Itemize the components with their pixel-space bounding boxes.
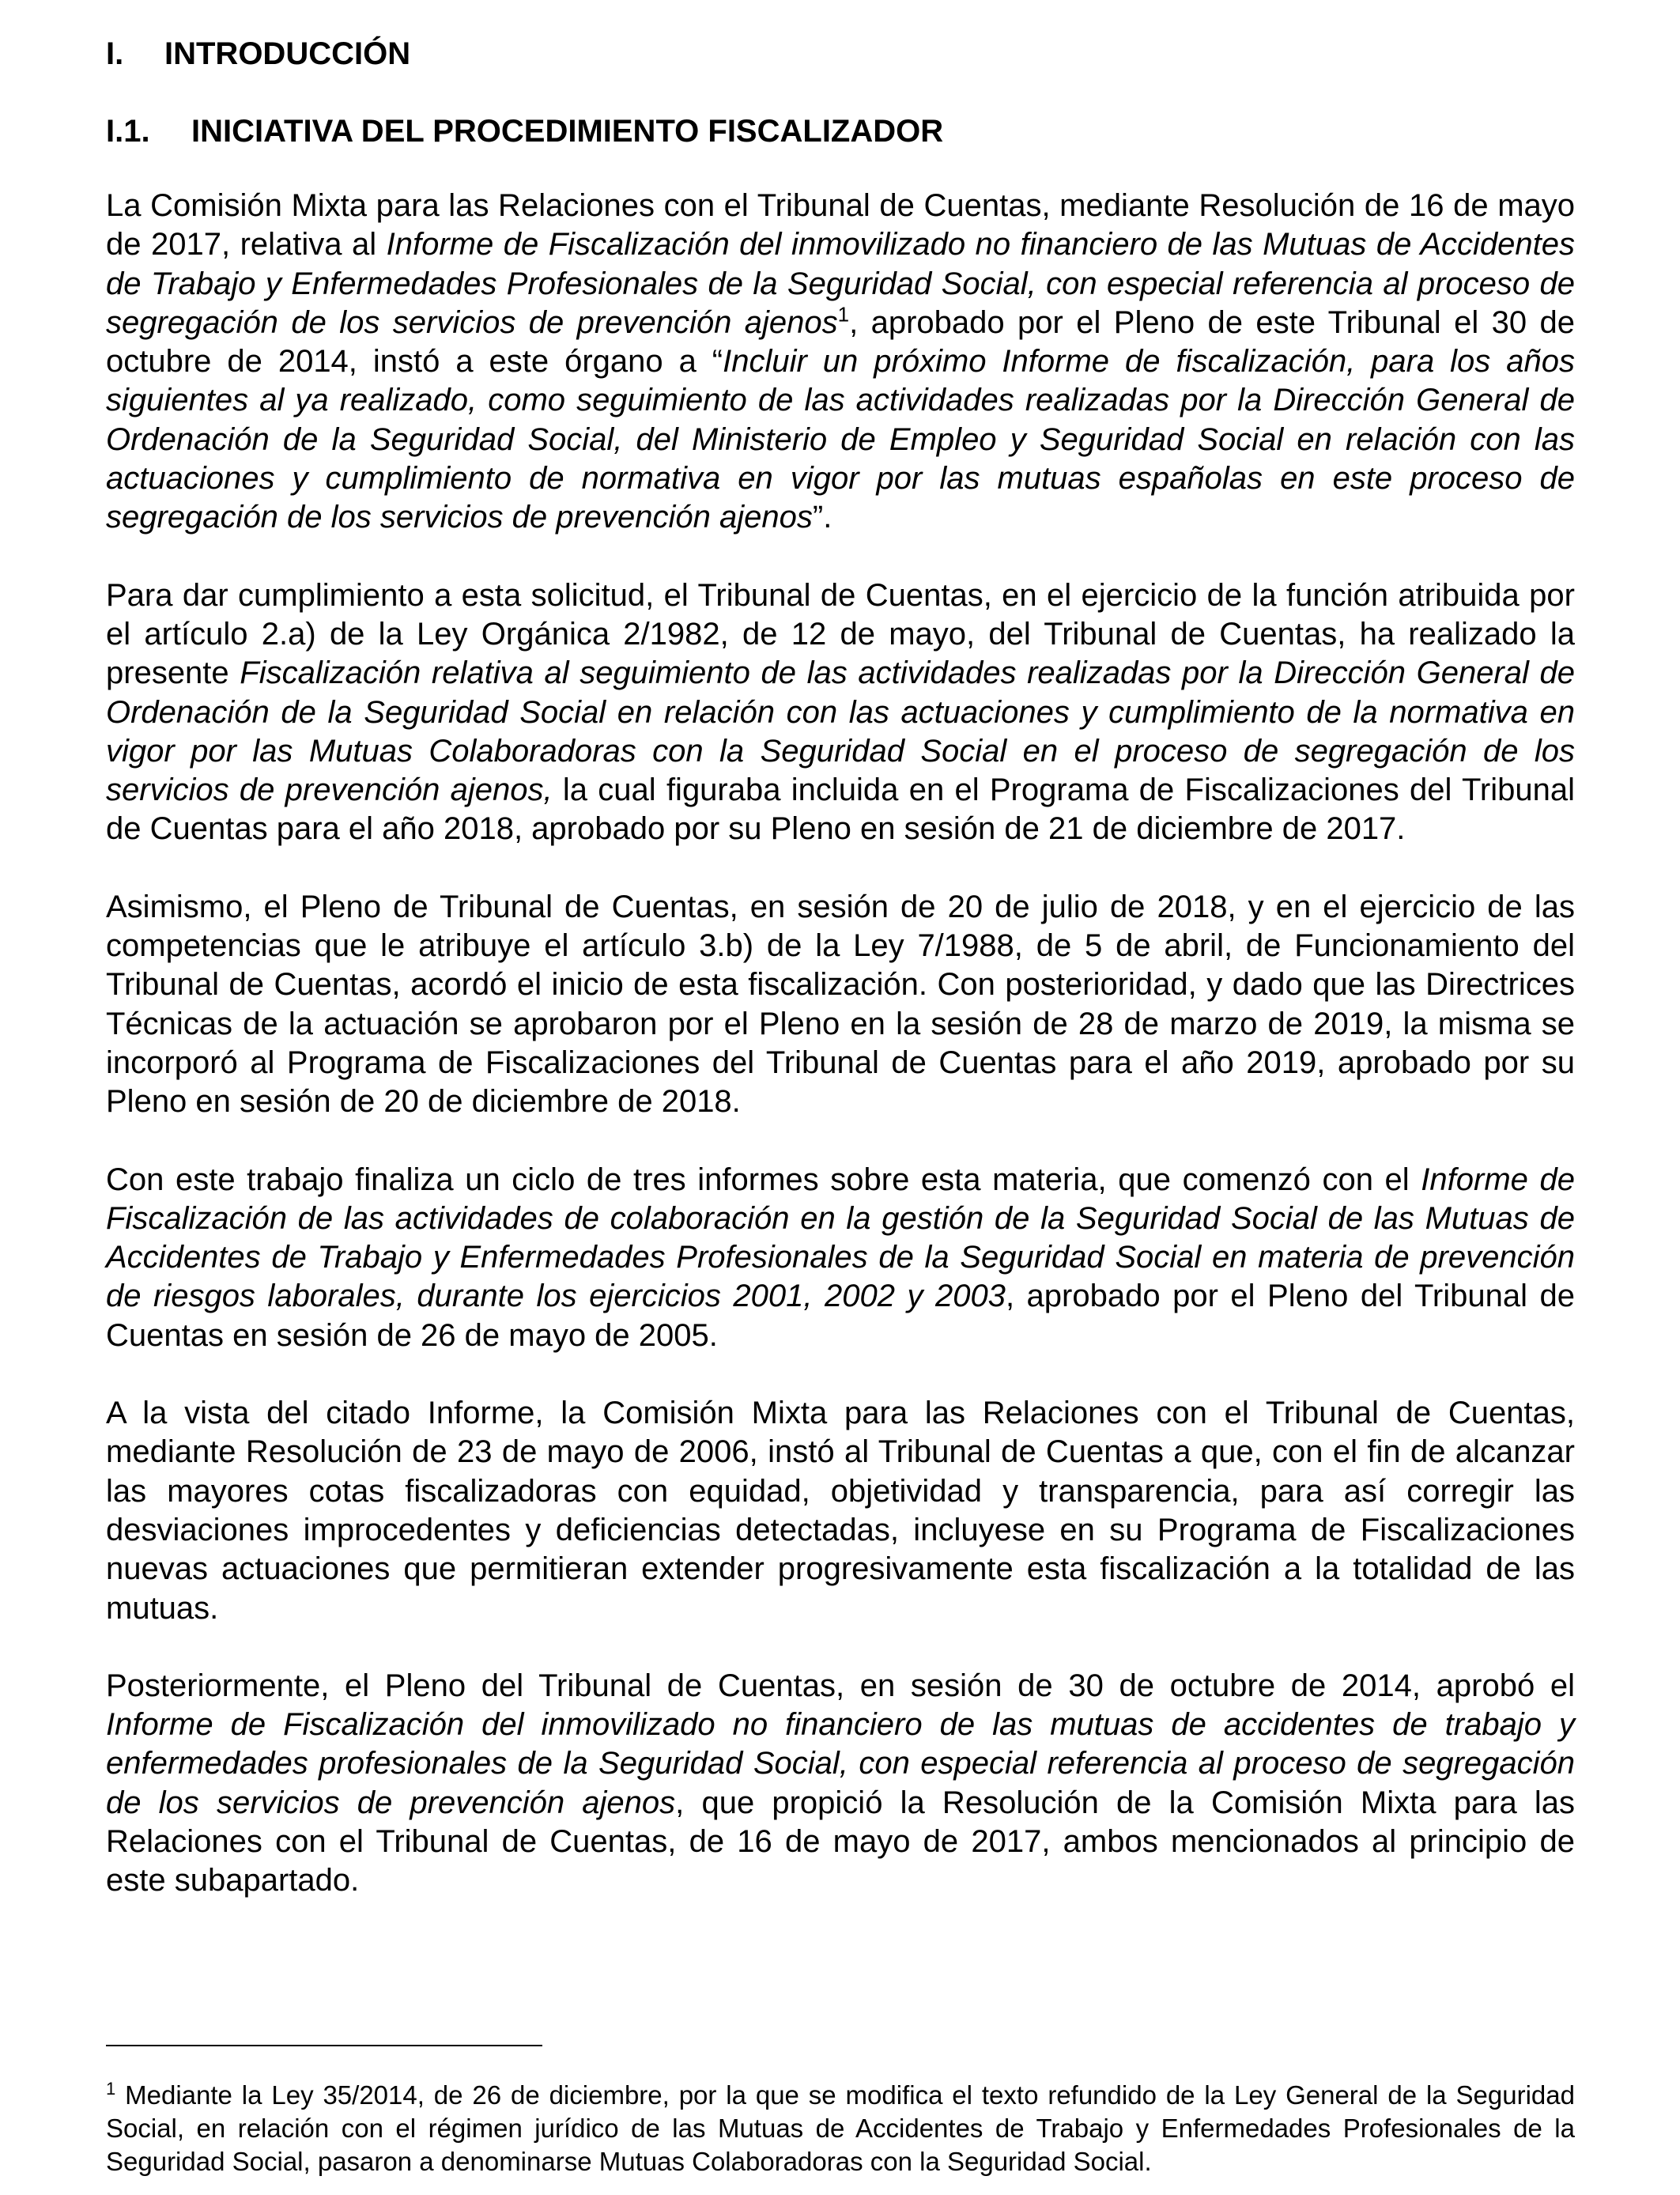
text-run: Posteriormente, el Pleno del Tribunal de Cuentas, en sesión de 30 de octubre de 2014, aprobó el [106, 1668, 1575, 1703]
footnote-reference[interactable]: 1 [837, 302, 850, 327]
italic-run: Informe de Fiscalización de las actividades de colaboración en la gestión de la Seguridad Social de las Mutuas de Accidentes de Trabajo y Enfermedades Profesionales de la Seguridad Social en materia de prevención de riesgos laborales, durante los ejercicios 2001, 2002 y 2003 [106, 1162, 1575, 1314]
italic-quote: Incluir un próximo Informe de fiscalización, para los años siguientes al ya realizado, como seguimiento de las actividades realizadas por la Dirección General de Ordenación de la Seguridad Social, del Ministerio de Empleo y Seguridad Social en relación con las actuaciones y cumplimiento de normativa en vigor por las mutuas españolas en este proceso de segregación de los servicios de prevención ajenos [106, 344, 1575, 535]
footnote-text: Mediante la Ley 35/2014, de 26 de diciembre, por la que se modifica el texto refundido de la Ley General de la Seguridad Social, en relación con el régimen jurídico de las Mutuas de Accidentes de Trabajo y Enfermedades Profesionales de la Seguridad Social, pasaron a denominarse Mutuas Colaboradoras con la Seguridad Social. [106, 2080, 1575, 2176]
paragraph-1 [106, 187, 1575, 538]
section-heading [106, 32, 1575, 76]
paragraph-3: Asimismo, el Pleno de Tribunal de Cuentas, en sesión de 20 de julio de 2018, y en el ejercicio de las competencias que le atribuye el artículo 3.b) de la Ley 7/1988, de 5 de abril, de Funcionamiento del Tribunal de Cuentas, acordó el inicio de esta fiscalización. Con posterioridad, y dado que las Directrices Técnicas de la actuación se aprobaron por el Pleno en la sesión de 28 de marzo de 2019, la misma se incorporó al Programa de Fiscalizaciones del Tribunal de Cuentas para el año 2019, aprobado por su Pleno en sesión de 20 de diciembre de 2018. [106, 889, 1575, 1120]
text-run: Para dar cumplimiento a esta solicitud, el Tribunal de Cuentas, en el ejercicio de la función atribuida por el artículo 2.a) de la Ley Orgánica 2/1982, de 12 de mayo, del Tribunal de Cuentas, ha realizado la presente [106, 577, 1575, 691]
section-title: INTRODUCCIÓN [164, 36, 411, 71]
text-run: , aprobado por el Pleno de este Tribunal el 30 de octubre de 2014, instó a este órgano a “ [106, 304, 1575, 380]
footnote-number: 1 [106, 2079, 116, 2099]
subsection-title: INICIATIVA DEL PROCEDIMIENTO FISCALIZADOR [191, 114, 944, 149]
footnote-1 [106, 2079, 1575, 2178]
text-run: , que propició la Resolución de la Comisión Mixta para las Relaciones con el Tribunal de Cuentas, de 16 de mayo de 2017, ambos mencionados al principio de este subapartado. [106, 1785, 1575, 1898]
subsection-heading [106, 109, 1575, 153]
italic-run: Fiscalización relativa al seguimiento de las actividades realizadas por la Dirección General de Ordenación de la Seguridad Social en relación con las actuaciones y cumplimiento de la normativa en vigor por las Mutuas Colaboradoras con la Seguridad Social en el proceso de segregación de los servicios de prevención ajenos, [106, 655, 1575, 808]
document-page [106, 32, 1575, 1940]
text-run: ”. [812, 500, 832, 535]
subsection-number: I.1. [106, 114, 150, 149]
paragraph-2 [106, 576, 1575, 849]
text-run: Con este trabajo finaliza un ciclo de tres informes sobre esta materia, que comenzó con el [106, 1162, 1421, 1197]
text-run: , aprobado por el Pleno del Tribunal de Cuentas en sesión de 26 de mayo de 2005. [106, 1279, 1575, 1353]
text-run: la cual figuraba incluida en el Programa de Fiscalizaciones del Tribunal de Cuentas para el año 2018, aprobado por su Pleno en sesión de 21 de diciembre de 2017. [106, 773, 1576, 847]
italic-run: Informe de Fiscalización del inmovilizado no financiero de las mutuas de accidentes de trabajo y enfermedades profesionales de la Seguridad Social, con especial referencia al proceso de segregación de los servicios de prevención ajenos [106, 1707, 1575, 1820]
italic-run: Informe de Fiscalización del inmovilizado no financiero de las Mutuas de Accidentes de Trabajo y Enfermedades Profesionales de la Seguridad Social, con especial referencia al proceso de segregación de los servicios de prevención ajenos [106, 227, 1575, 340]
paragraph-5: A la vista del citado Informe, la Comisión Mixta para las Relaciones con el Tribunal de Cuentas, mediante Resolución de 23 de mayo de 2006, instó al Tribunal de Cuentas a que, con el fin de alcanzar las mayores cotas fiscalizadoras con equidad, objetividad y transparencia, para así corregir las desviaciones improcedentes y deficiencias detectadas, incluyese en su Programa de Fiscalizaciones nuevas actuaciones que permitieran extender progresivamente esta fiscalización a la totalidad de las mutuas. [106, 1396, 1575, 1626]
paragraph-6 [106, 1667, 1575, 1901]
text-run: La Comisión Mixta para las Relaciones con el Tribunal de Cuentas, mediante Resolución de 16 de mayo de 2017, relativa al [106, 188, 1575, 263]
footnote-separator [106, 2045, 542, 2046]
section-number: I. [106, 36, 124, 71]
paragraph-4 [106, 1161, 1575, 1355]
